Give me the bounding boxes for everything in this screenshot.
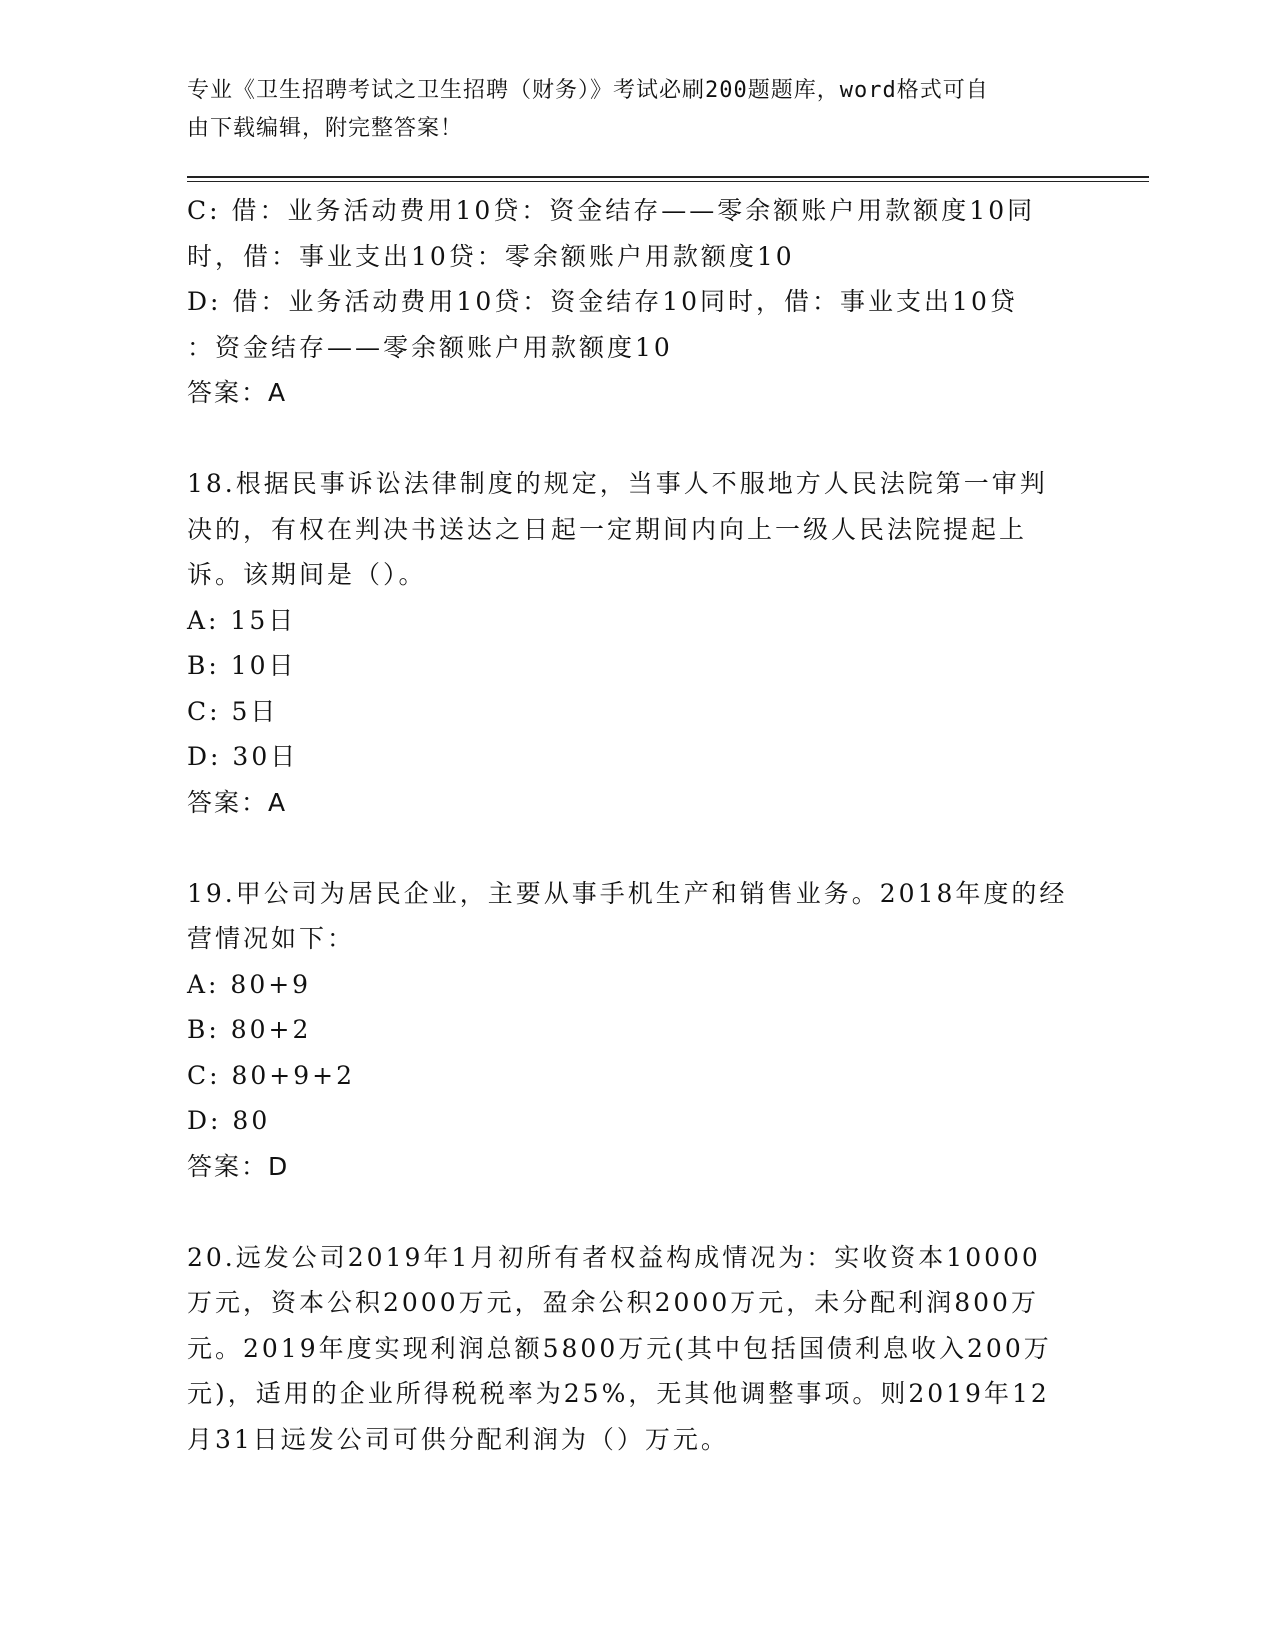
question-stem-line: 营情况如下： <box>187 924 356 953</box>
question-stem-line: 19.甲公司为居民企业，主要从事手机生产和销售业务。2018年度的经 <box>187 878 1068 908</box>
question-19 <box>187 871 1087 1190</box>
option-c: C: 80+9+2 <box>187 1060 356 1090</box>
answer-label: 答案：A <box>187 787 288 817</box>
question-stem-line: 18.根据民事诉讼法律制度的规定，当事人不服地方人民法院第一审判 <box>187 469 1048 498</box>
header-divider-thin <box>187 181 1149 182</box>
answer-label: 答案：A <box>187 378 288 407</box>
option-c-line-2: 时，借：事业支出10贷：零余额账户用款额度10 <box>187 241 795 271</box>
question-stem-line: 诉。该期间是（）。 <box>187 560 427 589</box>
header-line-1: 专业《卫生招聘考试之卫生招聘（财务）》考试必刷200题题库，word格式可自 <box>187 78 989 103</box>
spacer <box>187 825 1087 871</box>
question-stem-line: 万元，资本公积2000万元，盈余公积2000万元，未分配利润800万 <box>187 1288 1039 1317</box>
answer-label: 答案：D <box>187 1151 290 1181</box>
option-b: B: 10日 <box>187 651 297 680</box>
option-d-line-1: D: 借：业务活动费用10贷：资金结存10同时，借：事业支出10贷 <box>187 287 1018 316</box>
spacer <box>187 416 1087 462</box>
document-body <box>187 188 1087 1462</box>
option-a: A: 15日 <box>187 605 297 635</box>
header-divider-thick <box>187 176 1149 178</box>
question-18 <box>187 461 1087 825</box>
option-c-line-1: C: 借：业务活动费用10贷：资金结存——零余额账户用款额度10同 <box>187 196 1036 225</box>
question-stem-line: 20.远发公司2019年1月初所有者权益构成情况为：实收资本10000 <box>187 1242 1041 1272</box>
option-d: D: 30日 <box>187 742 299 771</box>
header-line-2: 由下载编辑，附完整答案！ <box>187 116 464 141</box>
question-20 <box>187 1235 1087 1463</box>
question-stem-line: 元)，适用的企业所得税税率为25%，无其他调整事项。则2019年12 <box>187 1379 1050 1408</box>
option-d-line-2: ：资金结存——零余额账户用款额度10 <box>187 332 673 362</box>
option-c: C: 5日 <box>187 696 279 726</box>
prev-question <box>187 188 1087 416</box>
document-header <box>187 72 1077 148</box>
option-b: B: 80+2 <box>187 1015 312 1044</box>
question-stem-line: 月31日远发公司可供分配利润为（）万元。 <box>187 1424 729 1454</box>
spacer <box>187 1189 1087 1235</box>
question-stem-line: 元。2019年度实现利润总额5800万元(其中包括国债利息收入200万 <box>187 1333 1052 1363</box>
question-stem-line: 决的，有权在判决书送达之日起一定期间内向上一级人民法院提起上 <box>187 514 1028 544</box>
option-d: D: 80 <box>187 1106 271 1135</box>
option-a: A: 80+9 <box>187 969 312 999</box>
